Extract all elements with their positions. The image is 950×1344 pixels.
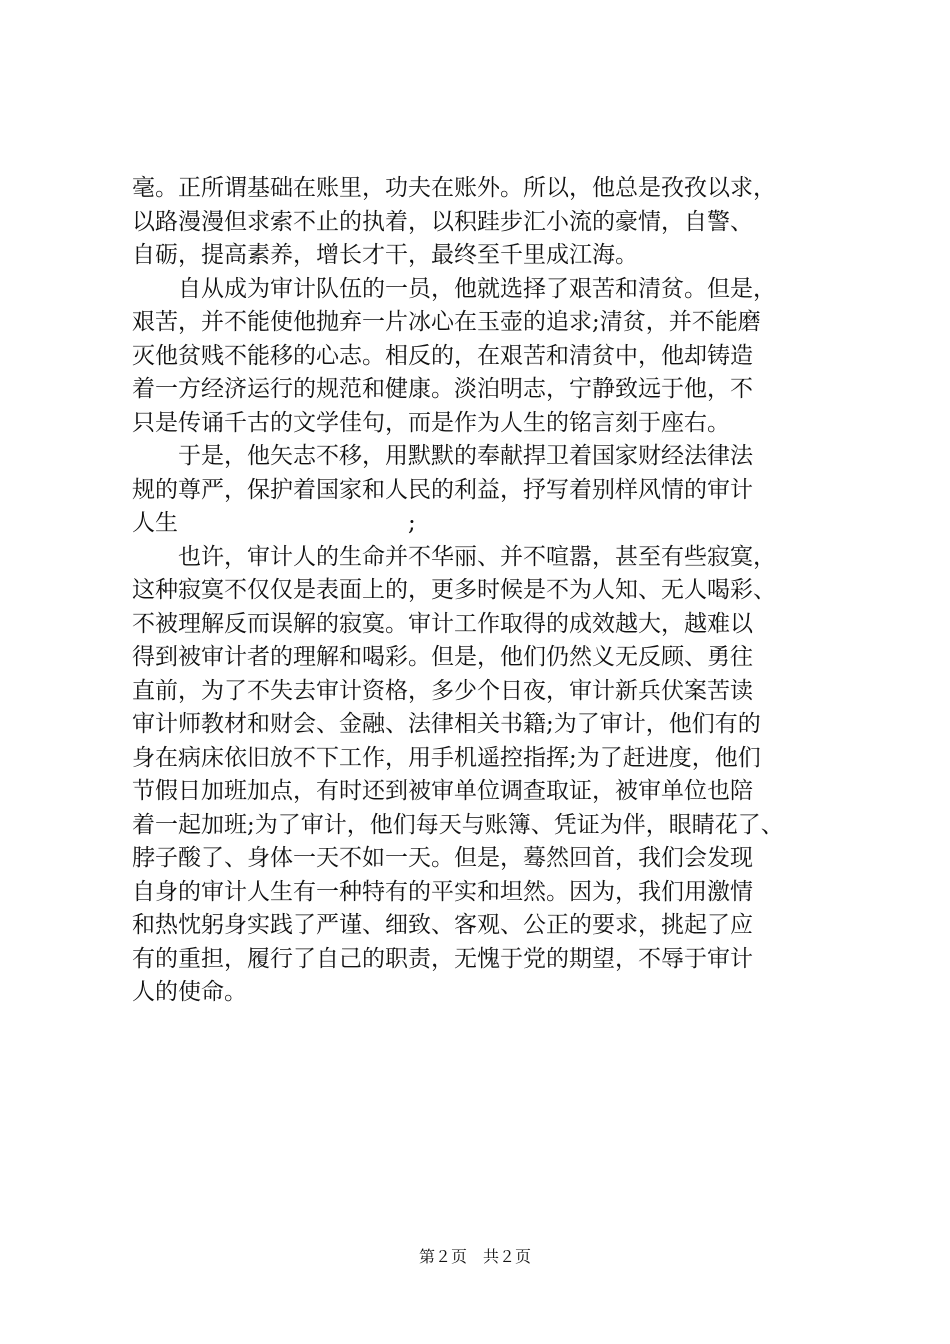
text-line: 直前，为了不失去审计资格，多少个日夜，审计新兵伏案苦读 bbox=[132, 677, 753, 704]
text-line: 规的尊严，保护着国家和人民的利益，抒写着别样风情的审计 bbox=[132, 476, 753, 503]
text-line: 节假日加班加点，有时还到被审单位调查取证，被审单位也陪 bbox=[132, 778, 753, 804]
text-line: 着一方经济运行的规范和健康。淡泊明志，宁静致远于他，不 bbox=[132, 376, 753, 402]
text-line: 得到被审计者的理解和喝彩。但是，他们仍然义无反顾、勇往 bbox=[132, 644, 753, 670]
text-line: 脖子酸了、身体一天不如一天。但是，蓦然回首，我们会发现 bbox=[132, 845, 753, 871]
text-line: 自身的审计人生有一种特有的平实和坦然。因为，我们用激情 bbox=[132, 878, 753, 905]
text-line: 也许，审计人的生命并不华丽、并不喧嚣，甚至有些寂寞， bbox=[132, 543, 776, 570]
text-line: 人生 ; bbox=[132, 510, 416, 536]
text-line: 人的使命。 bbox=[132, 979, 247, 1005]
document-body bbox=[132, 172, 832, 1010]
text-line: 这种寂寞不仅仅是表面上的，更多时候是不为人知、无人喝彩、 bbox=[132, 577, 776, 603]
page-number-footer: 第２页 共２页 bbox=[418, 1247, 531, 1266]
text-line: 毫。正所谓基础在账里，功夫在账外。所以，他总是孜孜以求， bbox=[132, 175, 776, 201]
text-line: 审计师教材和财会、金融、法律相关书籍;为了审计，他们有的 bbox=[132, 711, 761, 737]
text-line: 不被理解反而误解的寂寞。审计工作取得的成效越大，越难以 bbox=[132, 610, 753, 637]
text-line: 自砺，提高素养，增长才干，最终至千里成江海。 bbox=[132, 242, 638, 268]
text-line: 只是传诵千古的文学佳句，而是作为人生的铭言刻于座右。 bbox=[132, 409, 730, 436]
text-line: 艰苦，并不能使他抛弃一片冰心在玉壶的追求;清贫，并不能磨 bbox=[132, 309, 761, 335]
text-line: 和热忱躬身实践了严谨、细致、客观、公正的要求，挑起了应 bbox=[132, 912, 753, 938]
text-line: 灭他贫贱不能移的心志。相反的，在艰苦和清贫中，他却铸造 bbox=[132, 342, 753, 369]
text-line: 以路漫漫但求索不止的执着，以积跬步汇小流的豪情，自警、 bbox=[132, 208, 753, 235]
text-line: 有的重担，履行了自己的职责，无愧于党的期望，不辱于审计 bbox=[132, 945, 753, 972]
text-line: 身在病床依旧放不下工作，用手机遥控指挥;为了赶进度，他们 bbox=[132, 744, 761, 771]
text-line: 着一起加班;为了审计，他们每天与账簿、凭证为伴，眼睛花了、 bbox=[132, 811, 784, 838]
text-line: 于是，他矢志不移，用默默的奉献捍卫着国家财经法律法 bbox=[132, 443, 753, 469]
text-line: 自从成为审计队伍的一员，他就选择了艰苦和清贫。但是， bbox=[132, 275, 776, 302]
